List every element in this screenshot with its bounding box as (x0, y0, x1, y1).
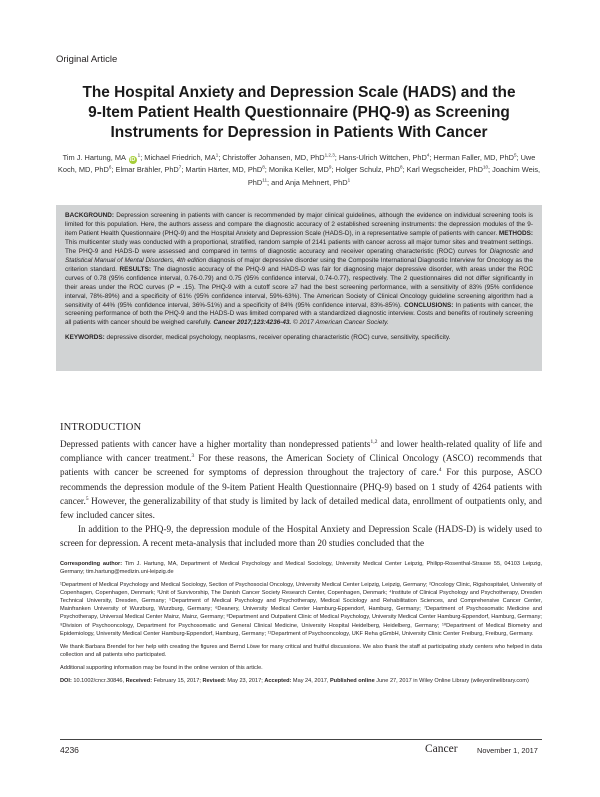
affiliation-sup: 11 (262, 177, 268, 183)
author-name: ; Karl Wegscheider, PhD (402, 165, 483, 175)
author-list (56, 152, 542, 189)
paragraph (60, 437, 542, 522)
copyright: © 2017 American Cancer Society. (291, 319, 389, 327)
affiliation-sup: 8 (262, 164, 265, 170)
paragraph-text: and lower health-related quality of life and compliance with cancer treatment. (60, 439, 542, 464)
doi-value[interactable]: 10.1002/cncr.30846, (71, 677, 126, 684)
paragraph: In addition to the PHQ-9, the depression module of the Hospital Anxiety and Depression Scale (HADS-D) is widely used to screen for depression. A recent meta-analysis that included more than 20 studies concluded that the (60, 524, 542, 549)
reference-sup[interactable]: 5 (85, 495, 89, 502)
issue-date: November 1, 2017 (477, 746, 538, 755)
affiliation-sup: 6 (108, 164, 112, 170)
author-name: ; Hans-Ulrich Wittchen, PhD (334, 153, 427, 162)
title-line-1: The Hospital Anxiety and Depression Scale (HADS) and the (82, 84, 516, 101)
journal-name: Cancer (425, 743, 458, 755)
affiliation-sup: 4 (426, 152, 430, 158)
corresponding-text: Tim J. Hartung, MA, Department of Medical Psychology and Medical Sociology, University Medical Center Leipzig, Philipp-Rosenthal-Strasse 55, 04103 Leipzig, Germany; tim.hartung@medizin.uni-leipzig.de (60, 561, 543, 576)
footer-divider (60, 739, 542, 740)
article-history (60, 677, 542, 685)
methods-text: diagnosis of major depressive disorder using the Composite International Diagnostic Interview for Oncology as the criterion standard. (65, 256, 533, 273)
title-line-3: Instruments for Depression in Patients With Cancer (110, 124, 488, 141)
methods-label: METHODS: (498, 229, 534, 237)
affiliation-sup: 10 (482, 164, 489, 170)
paragraph-text: For these reasons, the American Society of Clinical Oncology (ASCO) recommends that patients with cancer be screened for symptoms of depression throughout the trajectory of care. (60, 453, 542, 478)
conclusions-text: In patients with cancer, the screening performance of both the PHQ-9 and the HADS-D was limited compared with a standardized diagnostic interview. Costs and benefits of routinely screening all patients with cancer should be weighed carefully. (65, 301, 534, 327)
corresponding-author (60, 560, 542, 576)
reference-sup[interactable]: 3 (191, 453, 195, 460)
affiliation-sup: 1 (215, 152, 219, 158)
acknowledgments: We thank Barbara Brendel for her help with creating the figures and Bernd Löwe for many critical and fruitful discussions. We also thank the staff at participating study centers who helped in data collection and all patients who participated. (60, 643, 542, 658)
author-name: ; and Anja Mehnert, PhD (267, 177, 348, 187)
affiliation-sup: 5 (513, 152, 517, 158)
revised-label: Revised: (202, 677, 226, 684)
page-number: 4236 (60, 745, 79, 755)
title-line-2: 9-Item Patient Health Questionnaire (PHQ-9) as Screening (88, 104, 510, 121)
dsm-title: Diagnostic and Statistical Manual of Mental Disorders, 4th edition (65, 247, 533, 264)
article-title (56, 83, 542, 143)
keywords-text: depressive disorder, medical psychology, neoplasms, receiver operating characteristic (ROC) curve, sensitivity, specificity. (104, 334, 451, 342)
affiliation-sup: 7 (178, 164, 182, 170)
reference-sup[interactable]: 4 (438, 467, 442, 474)
reference-sup[interactable]: 1,2 (370, 438, 378, 445)
abstract-text (65, 212, 533, 328)
author-name: ; Holger Schulz, PhD (331, 165, 401, 175)
received-label: Received: (125, 677, 153, 684)
published-value: June 27, 2017 in Wiley Online Library (wileyonlinelibrary.com) (374, 677, 529, 684)
author-name: ; Joachim Weis, PhD (247, 165, 541, 187)
author-name: ; Monika Keller, MD (264, 165, 329, 175)
results-label: RESULTS: (119, 265, 151, 273)
footnotes (60, 560, 542, 690)
author-name: ; Elmar Brähler, PhD (111, 165, 179, 175)
keywords-label: KEYWORDS: (65, 334, 105, 342)
abstract-box (56, 205, 542, 371)
doi-label: DOI: (60, 677, 72, 684)
keywords (65, 334, 533, 343)
p-value-symbol: P (169, 283, 174, 291)
accepted-value: May 24, 2017, (291, 677, 330, 684)
affiliation-sup: 9 (328, 164, 332, 170)
results-text: = .15). The PHQ-9 with a cutoff score ≥7 had the best screening performance, with a sensitivity of 83% (95% confidence interval, 78%-89%) and a specificity of 61% (95% confidence interval, 59%-63%). The American Society of Clinical Oncology guideline screening algorithm had a sensitivity of 44% (95% confidence interval, 36%-51%) and a specificity of 84% (95% confidence interval, 83%-85%). (65, 283, 533, 309)
background-label: BACKGROUND: (65, 212, 114, 219)
accepted-label: Accepted: (264, 677, 292, 684)
affiliation-sup: 8 (400, 164, 403, 170)
author-name: ; Herman Faller, MD, PhD (429, 153, 514, 162)
paragraph-text: Depressed patients with cancer have a higher mortality than nondepressed patients (60, 439, 371, 449)
article-type-label: Original Article (56, 54, 118, 65)
author-name: ; Michael Friedrich, MA (140, 153, 216, 162)
introduction-body (60, 437, 542, 551)
introduction-heading: INTRODUCTION (60, 422, 142, 433)
supporting-info-note: Additional supporting information may be found in the online version of this article. (60, 664, 263, 671)
revised-value: May 23, 2017; (225, 677, 265, 684)
conclusions-label: CONCLUSIONS: (404, 301, 454, 309)
citation: Cancer 2017;123:4236-43. (213, 319, 292, 327)
affiliations: ¹Department of Medical Psychology and Medical Sociology, Section of Psychosocial Oncology, University Medical Center Leipzig, Leipzig, Germany; ²Oncology Clinic, Rigshospitalet, University of Copenhagen, Copenhagen, Denmark; ³Unit of Survivorship, The Danish Cancer Society Research Center, Copenhagen, Denmark; ⁴Institute of Clinical Psychology and Psychotherapy, Dresden Technical University, Dresden, Germany; ⁵Department of Medical Psychology and Psychotherapy, Medical Sociology and Rehabilitation Sciences, and Comprehensive Cancer Center, Mainfranken University of Wurzburg, Wurzburg, Germany; ⁶Deanery, University Medical Center Hamburg-Eppendorf, Hamburg, Germany; ⁷Department of Psychosomatic Medicine and Psychotherapy, Universal Medical Center Mainz, Mainz, Germany; ⁸Department and Outpatient Clinic of Medical Psychology, University Medical Center Hamburg-Eppendorf, Hamburg, Germany; ⁹Division of Psychooncology, Department for Psychosomatic and General Clinical Medicine, University Hospital Heidelberg, Heidelberg, Germany; ¹⁰Department of Medical Biometry and Epidemiology, University Medical Center Hamburg-Eppendorf, Hamburg, Germany; ¹¹Department of Psychooncology, UKF Reha gGmbH, University Clinic Center Freiburg, Freiburg, Germany. (60, 582, 542, 637)
author-name: ; Uwe Koch, MD, PhD (57, 153, 536, 175)
author-name: ; Martin Härter, MD, PhD (181, 165, 263, 175)
published-label: Published online (329, 677, 375, 684)
paragraph-text: However, the generalizability of that study is limited by lack of detailed medical data, enrollment of outpatients only, and few included cancer sites. (60, 495, 542, 521)
affiliation-sup: 1 (137, 152, 141, 158)
methods-text: This multicenter study was conducted with a proportional, stratified, random sample of 2141 patients with cancer across all major tumor sites and treatment settings. The PHQ-9 and HADS-D were assessed and compared in terms of diagnostic accuracy and receiver operating characteristic (ROC) curves for (65, 238, 533, 255)
corresponding-label: Corresponding author: (60, 561, 123, 567)
affiliation-sup: 1 (347, 177, 351, 183)
author-name: ; Christoffer Johansen, MD, PhD (218, 153, 325, 162)
results-text: The diagnostic accuracy of the PHQ-9 and HADS-D was fair for diagnosing major depressive disorder, with areas under the ROC curves of 0.78 (95% confidence interval, 0.76-0.79) and 0.75 (95% confidence interval, 0.74-0.77), respectively. The 2 questionnaires did not differ significantly in their areas under the ROC curves ( (65, 265, 534, 291)
received-value: February 15, 2017; (152, 677, 203, 684)
background-text: Depression screening in patients with cancer is recommended by major clinical guidelines, although the evidence on individual screening tools is limited for this population. Here, the authors assess and compare the diagnostic accuracy of 2 established screening instruments: the depression modules of the 9-item Patient Health Questionnaire (PHQ-9) and the Hospital Anxiety and Depression Scale (HADS-D), in a representative sample of patients with cancer. (65, 212, 533, 237)
affiliation-sup: 1,2,3 (324, 152, 335, 158)
author-name: Tim J. Hartung, MA (62, 153, 126, 162)
paragraph-text: For this purpose, ASCO recommends the depression module of the 9-item Patient Health Questionnaire (PHQ-9) based on 1 study of 4264 patients with cancer. (60, 467, 543, 506)
orcid-icon[interactable]: iD (129, 157, 136, 163)
